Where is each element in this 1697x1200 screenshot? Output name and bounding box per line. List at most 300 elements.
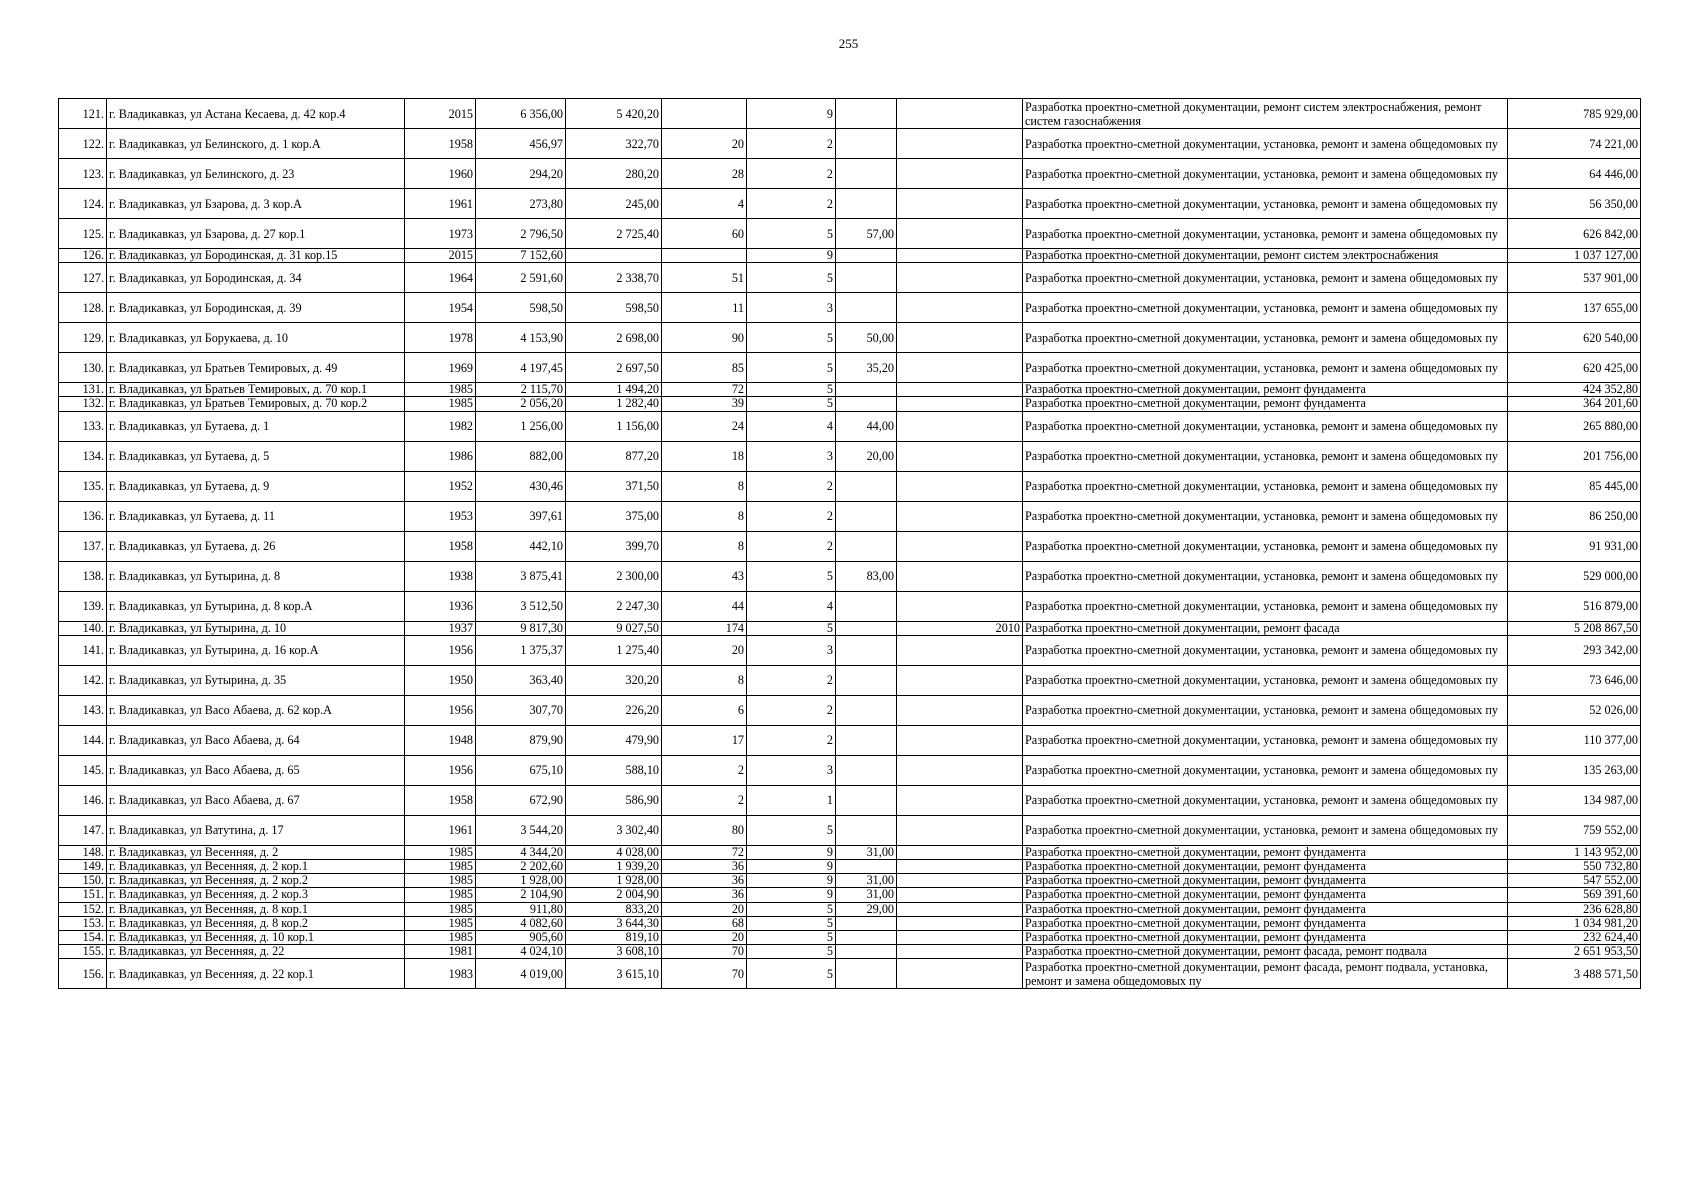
table-row: [59, 695, 1641, 725]
total-area-cell: 363,40: [476, 665, 566, 695]
residential-area-cell: 479,90: [566, 725, 662, 755]
row-number: 144.: [59, 725, 107, 755]
cost-cell: 236 628,80: [1508, 902, 1641, 916]
last-repair-year-cell: [897, 159, 1023, 189]
residential-area-cell: 4 028,00: [566, 845, 662, 859]
total-area-cell: 2 202,60: [476, 859, 566, 873]
extra-area-cell: [836, 471, 897, 501]
row-number: 154.: [59, 930, 107, 944]
works-description-cell: Разработка проектно-сметной документации, ремонт фундамента: [1023, 930, 1508, 944]
row-number: 150.: [59, 874, 107, 888]
residential-area-cell: 586,90: [566, 785, 662, 815]
cost-cell: 86 250,00: [1508, 501, 1641, 531]
residential-area-cell: 320,20: [566, 665, 662, 695]
floors-cell: 5: [747, 353, 836, 383]
row-number: 121.: [59, 99, 107, 129]
table-row: [59, 353, 1641, 383]
total-area-cell: 911,80: [476, 902, 566, 916]
extra-area-cell: 44,00: [836, 411, 897, 441]
total-area-cell: 1 256,00: [476, 411, 566, 441]
last-repair-year-cell: [897, 959, 1023, 989]
row-number: 149.: [59, 859, 107, 873]
last-repair-year-cell: [897, 249, 1023, 263]
residents-count-cell: 70: [662, 959, 747, 989]
works-description-cell: Разработка проектно-сметной документации, ремонт систем электроснабжения: [1023, 249, 1508, 263]
table-row: [59, 99, 1641, 129]
row-number: 141.: [59, 635, 107, 665]
floors-cell: 2: [747, 501, 836, 531]
last-repair-year-cell: [897, 501, 1023, 531]
extra-area-cell: 31,00: [836, 874, 897, 888]
extra-area-cell: [836, 293, 897, 323]
table-row: [59, 561, 1641, 591]
build-year-cell: 1978: [405, 323, 476, 353]
build-year-cell: 1937: [405, 621, 476, 635]
residents-count-cell: 28: [662, 159, 747, 189]
extra-area-cell: [836, 99, 897, 129]
build-year-cell: 1956: [405, 635, 476, 665]
residents-count-cell: 24: [662, 411, 747, 441]
build-year-cell: 1958: [405, 129, 476, 159]
last-repair-year-cell: [897, 189, 1023, 219]
residential-area-cell: 9 027,50: [566, 621, 662, 635]
residential-area-cell: 1 494,20: [566, 383, 662, 397]
row-number: 125.: [59, 219, 107, 249]
residential-area-cell: 2 247,30: [566, 591, 662, 621]
extra-area-cell: [836, 785, 897, 815]
total-area-cell: 2 056,20: [476, 397, 566, 411]
total-area-cell: 294,20: [476, 159, 566, 189]
total-area-cell: 4 024,10: [476, 945, 566, 959]
last-repair-year-cell: [897, 561, 1023, 591]
total-area-cell: 6 356,00: [476, 99, 566, 129]
table-row: [59, 888, 1641, 902]
works-description-cell: Разработка проектно-сметной документации, установка, ремонт и замена общедомовых пу: [1023, 815, 1508, 845]
floors-cell: 4: [747, 591, 836, 621]
floors-cell: 2: [747, 695, 836, 725]
total-area-cell: 442,10: [476, 531, 566, 561]
residential-area-cell: 588,10: [566, 755, 662, 785]
last-repair-year-cell: [897, 930, 1023, 944]
table-row: [59, 785, 1641, 815]
extra-area-cell: [836, 859, 897, 873]
residents-count-cell: 6: [662, 695, 747, 725]
build-year-cell: 1985: [405, 397, 476, 411]
row-number: 155.: [59, 945, 107, 959]
page-number: 255: [838, 36, 859, 51]
last-repair-year-cell: [897, 859, 1023, 873]
build-year-cell: 1969: [405, 353, 476, 383]
floors-cell: 1: [747, 785, 836, 815]
address-cell: г. Владикавказ, ул Бутырина, д. 10: [107, 621, 405, 635]
last-repair-year-cell: [897, 99, 1023, 129]
total-area-cell: 3 512,50: [476, 591, 566, 621]
table-row: [59, 383, 1641, 397]
table-row: [59, 815, 1641, 845]
extra-area-cell: [836, 755, 897, 785]
residents-count-cell: 68: [662, 916, 747, 930]
extra-area-cell: [836, 383, 897, 397]
table-row: [59, 159, 1641, 189]
table-row: [59, 916, 1641, 930]
address-cell: г. Владикавказ, ул Васо Абаева, д. 65: [107, 755, 405, 785]
build-year-cell: 1961: [405, 189, 476, 219]
residents-count-cell: 8: [662, 501, 747, 531]
last-repair-year-cell: 2010: [897, 621, 1023, 635]
cost-cell: 537 901,00: [1508, 263, 1641, 293]
row-number: 129.: [59, 323, 107, 353]
floors-cell: 2: [747, 189, 836, 219]
works-description-cell: Разработка проектно-сметной документации, установка, ремонт и замена общедомовых пу: [1023, 263, 1508, 293]
row-number: 146.: [59, 785, 107, 815]
floors-cell: 5: [747, 959, 836, 989]
address-cell: г. Владикавказ, ул Братьев Темировых, д. 70 кор.1: [107, 383, 405, 397]
works-description-cell: Разработка проектно-сметной документации, установка, ремонт и замена общедомовых пу: [1023, 785, 1508, 815]
address-cell: г. Владикавказ, ул Весенняя, д. 8 кор.2: [107, 916, 405, 930]
row-number: 127.: [59, 263, 107, 293]
address-cell: г. Владикавказ, ул Астана Кесаева, д. 42 кор.4: [107, 99, 405, 129]
residential-area-cell: 322,70: [566, 129, 662, 159]
floors-cell: 9: [747, 859, 836, 873]
floors-cell: 9: [747, 249, 836, 263]
build-year-cell: 1985: [405, 930, 476, 944]
cost-cell: 3 488 571,50: [1508, 959, 1641, 989]
cost-cell: 529 000,00: [1508, 561, 1641, 591]
residents-count-cell: 20: [662, 635, 747, 665]
table-row: [59, 411, 1641, 441]
build-year-cell: 1985: [405, 383, 476, 397]
last-repair-year-cell: [897, 353, 1023, 383]
cost-cell: 135 263,00: [1508, 755, 1641, 785]
last-repair-year-cell: [897, 323, 1023, 353]
floors-cell: 5: [747, 930, 836, 944]
row-number: 137.: [59, 531, 107, 561]
cost-cell: 620 540,00: [1508, 323, 1641, 353]
works-description-cell: Разработка проектно-сметной документации, ремонт фундамента: [1023, 916, 1508, 930]
address-cell: г. Владикавказ, ул Бутырина, д. 8 кор.А: [107, 591, 405, 621]
works-description-cell: Разработка проектно-сметной документации, установка, ремонт и замена общедомовых пу: [1023, 501, 1508, 531]
last-repair-year-cell: [897, 916, 1023, 930]
build-year-cell: 1985: [405, 902, 476, 916]
floors-cell: 5: [747, 916, 836, 930]
works-description-cell: Разработка проектно-сметной документации, установка, ремонт и замена общедомовых пу: [1023, 129, 1508, 159]
total-area-cell: 307,70: [476, 695, 566, 725]
residential-area-cell: 3 615,10: [566, 959, 662, 989]
build-year-cell: 1961: [405, 815, 476, 845]
residential-area-cell: 1 275,40: [566, 635, 662, 665]
works-description-cell: Разработка проектно-сметной документации, установка, ремонт и замена общедомовых пу: [1023, 411, 1508, 441]
floors-cell: 3: [747, 293, 836, 323]
table-row: [59, 621, 1641, 635]
residential-area-cell: 819,10: [566, 930, 662, 944]
extra-area-cell: [836, 916, 897, 930]
residential-area-cell: 280,20: [566, 159, 662, 189]
address-cell: г. Владикавказ, ул Ватутина, д. 17: [107, 815, 405, 845]
last-repair-year-cell: [897, 411, 1023, 441]
total-area-cell: 397,61: [476, 501, 566, 531]
address-cell: г. Владикавказ, ул Весенняя, д. 2 кор.3: [107, 888, 405, 902]
residential-area-cell: 399,70: [566, 531, 662, 561]
works-description-cell: Разработка проектно-сметной документации, ремонт фасада: [1023, 621, 1508, 635]
build-year-cell: 1948: [405, 725, 476, 755]
floors-cell: 2: [747, 129, 836, 159]
extra-area-cell: [836, 591, 897, 621]
cost-cell: 56 350,00: [1508, 189, 1641, 219]
row-number: 135.: [59, 471, 107, 501]
address-cell: г. Владикавказ, ул Васо Абаева, д. 62 кор.А: [107, 695, 405, 725]
residential-area-cell: 2 004,90: [566, 888, 662, 902]
residents-count-cell: 43: [662, 561, 747, 591]
build-year-cell: 1952: [405, 471, 476, 501]
works-description-cell: Разработка проектно-сметной документации, ремонт фундамента: [1023, 902, 1508, 916]
cost-cell: 759 552,00: [1508, 815, 1641, 845]
row-number: 139.: [59, 591, 107, 621]
extra-area-cell: 57,00: [836, 219, 897, 249]
row-number: 136.: [59, 501, 107, 531]
address-cell: г. Владикавказ, ул Весенняя, д. 10 кор.1: [107, 930, 405, 944]
extra-area-cell: [836, 945, 897, 959]
total-area-cell: 2 115,70: [476, 383, 566, 397]
table-row: [59, 930, 1641, 944]
build-year-cell: 1985: [405, 845, 476, 859]
row-number: 130.: [59, 353, 107, 383]
extra-area-cell: 83,00: [836, 561, 897, 591]
last-repair-year-cell: [897, 725, 1023, 755]
row-number: 140.: [59, 621, 107, 635]
floors-cell: 9: [747, 99, 836, 129]
floors-cell: 5: [747, 323, 836, 353]
row-number: 138.: [59, 561, 107, 591]
works-description-cell: Разработка проектно-сметной документации, установка, ремонт и замена общедомовых пу: [1023, 293, 1508, 323]
cost-cell: 2 651 953,50: [1508, 945, 1641, 959]
works-description-cell: Разработка проектно-сметной документации, установка, ремонт и замена общедомовых пу: [1023, 755, 1508, 785]
address-cell: г. Владикавказ, ул Бутаева, д. 9: [107, 471, 405, 501]
address-cell: г. Владикавказ, ул Бородинская, д. 39: [107, 293, 405, 323]
extra-area-cell: 50,00: [836, 323, 897, 353]
total-area-cell: 905,60: [476, 930, 566, 944]
last-repair-year-cell: [897, 755, 1023, 785]
works-description-cell: Разработка проектно-сметной документации, установка, ремонт и замена общедомовых пу: [1023, 695, 1508, 725]
last-repair-year-cell: [897, 219, 1023, 249]
cost-cell: 5 208 867,50: [1508, 621, 1641, 635]
extra-area-cell: [836, 263, 897, 293]
last-repair-year-cell: [897, 695, 1023, 725]
cost-cell: 73 646,00: [1508, 665, 1641, 695]
row-number: 122.: [59, 129, 107, 159]
residents-count-cell: 36: [662, 859, 747, 873]
address-cell: г. Владикавказ, ул Бутаева, д. 26: [107, 531, 405, 561]
build-year-cell: 1938: [405, 561, 476, 591]
floors-cell: 2: [747, 471, 836, 501]
residential-area-cell: 371,50: [566, 471, 662, 501]
total-area-cell: 1 375,37: [476, 635, 566, 665]
address-cell: г. Владикавказ, ул Весенняя, д. 22: [107, 945, 405, 959]
residential-area-cell: [566, 249, 662, 263]
total-area-cell: 273,80: [476, 189, 566, 219]
residential-area-cell: 2 698,00: [566, 323, 662, 353]
address-cell: г. Владикавказ, ул Весенняя, д. 2 кор.2: [107, 874, 405, 888]
extra-area-cell: [836, 249, 897, 263]
floors-cell: 5: [747, 561, 836, 591]
cost-cell: 265 880,00: [1508, 411, 1641, 441]
extra-area-cell: 31,00: [836, 888, 897, 902]
works-description-cell: Разработка проектно-сметной документации, установка, ремонт и замена общедомовых пу: [1023, 159, 1508, 189]
residential-area-cell: 833,20: [566, 902, 662, 916]
works-description-cell: Разработка проектно-сметной документации, ремонт фундамента: [1023, 397, 1508, 411]
build-year-cell: 2015: [405, 99, 476, 129]
extra-area-cell: 31,00: [836, 845, 897, 859]
address-cell: г. Владикавказ, ул Белинского, д. 1 кор.А: [107, 129, 405, 159]
total-area-cell: 879,90: [476, 725, 566, 755]
floors-cell: 9: [747, 888, 836, 902]
address-cell: г. Владикавказ, ул Бзарова, д. 27 кор.1: [107, 219, 405, 249]
residential-area-cell: 3 302,40: [566, 815, 662, 845]
address-cell: г. Владикавказ, ул Бутырина, д. 35: [107, 665, 405, 695]
build-year-cell: 1964: [405, 263, 476, 293]
last-repair-year-cell: [897, 293, 1023, 323]
works-description-cell: Разработка проектно-сметной документации, ремонт систем электроснабжения, ремонт систем газоснабжения: [1023, 99, 1508, 129]
total-area-cell: 1 928,00: [476, 874, 566, 888]
row-number: 143.: [59, 695, 107, 725]
total-area-cell: 598,50: [476, 293, 566, 323]
residents-count-cell: 174: [662, 621, 747, 635]
build-year-cell: 1936: [405, 591, 476, 621]
residents-count-cell: 85: [662, 353, 747, 383]
last-repair-year-cell: [897, 888, 1023, 902]
table-row: [59, 249, 1641, 263]
residents-count-cell: 2: [662, 755, 747, 785]
total-area-cell: 3 875,41: [476, 561, 566, 591]
residents-count-cell: 51: [662, 263, 747, 293]
residential-area-cell: 1 928,00: [566, 874, 662, 888]
cost-cell: 620 425,00: [1508, 353, 1641, 383]
total-area-cell: 672,90: [476, 785, 566, 815]
address-cell: г. Владикавказ, ул Бутаева, д. 1: [107, 411, 405, 441]
residents-count-cell: [662, 99, 747, 129]
table-row: [59, 591, 1641, 621]
residents-count-cell: 90: [662, 323, 747, 353]
total-area-cell: 9 817,30: [476, 621, 566, 635]
cost-cell: 569 391,60: [1508, 888, 1641, 902]
residential-area-cell: 245,00: [566, 189, 662, 219]
table-row: [59, 323, 1641, 353]
works-description-cell: Разработка проектно-сметной документации, установка, ремонт и замена общедомовых пу: [1023, 665, 1508, 695]
total-area-cell: 882,00: [476, 441, 566, 471]
address-cell: г. Владикавказ, ул Бутаева, д. 11: [107, 501, 405, 531]
floors-cell: 9: [747, 874, 836, 888]
floors-cell: 3: [747, 635, 836, 665]
extra-area-cell: [836, 930, 897, 944]
residents-count-cell: 4: [662, 189, 747, 219]
extra-area-cell: [836, 129, 897, 159]
table-row: [59, 441, 1641, 471]
build-year-cell: 1958: [405, 785, 476, 815]
total-area-cell: 2 591,60: [476, 263, 566, 293]
floors-cell: 5: [747, 902, 836, 916]
total-area-cell: 4 082,60: [476, 916, 566, 930]
floors-cell: 5: [747, 397, 836, 411]
address-cell: г. Владикавказ, ул Васо Абаева, д. 64: [107, 725, 405, 755]
last-repair-year-cell: [897, 129, 1023, 159]
cost-cell: 550 732,80: [1508, 859, 1641, 873]
floors-cell: 2: [747, 159, 836, 189]
residents-count-cell: 60: [662, 219, 747, 249]
row-number: 152.: [59, 902, 107, 916]
address-cell: г. Владикавказ, ул Бородинская, д. 31 кор.15: [107, 249, 405, 263]
last-repair-year-cell: [897, 531, 1023, 561]
build-year-cell: 1954: [405, 293, 476, 323]
last-repair-year-cell: [897, 785, 1023, 815]
row-number: 148.: [59, 845, 107, 859]
last-repair-year-cell: [897, 397, 1023, 411]
address-cell: г. Владикавказ, ул Борукаева, д. 10: [107, 323, 405, 353]
repair-register-table: [58, 98, 1641, 989]
residential-area-cell: 2 725,40: [566, 219, 662, 249]
cost-cell: 293 342,00: [1508, 635, 1641, 665]
works-description-cell: Разработка проектно-сметной документации, ремонт фундамента: [1023, 859, 1508, 873]
floors-cell: 5: [747, 219, 836, 249]
last-repair-year-cell: [897, 874, 1023, 888]
cost-cell: 424 352,80: [1508, 383, 1641, 397]
address-cell: г. Владикавказ, ул Весенняя, д. 22 кор.1: [107, 959, 405, 989]
last-repair-year-cell: [897, 945, 1023, 959]
total-area-cell: 4 344,20: [476, 845, 566, 859]
extra-area-cell: [836, 665, 897, 695]
works-description-cell: Разработка проектно-сметной документации, установка, ремонт и замена общедомовых пу: [1023, 353, 1508, 383]
cost-cell: 1 034 981,20: [1508, 916, 1641, 930]
residential-area-cell: 226,20: [566, 695, 662, 725]
table-row: [59, 471, 1641, 501]
works-description-cell: Разработка проектно-сметной документации, установка, ремонт и замена общедомовых пу: [1023, 323, 1508, 353]
cost-cell: 91 931,00: [1508, 531, 1641, 561]
extra-area-cell: [836, 695, 897, 725]
residential-area-cell: 877,20: [566, 441, 662, 471]
last-repair-year-cell: [897, 635, 1023, 665]
extra-area-cell: [836, 725, 897, 755]
residents-count-cell: 11: [662, 293, 747, 323]
extra-area-cell: [836, 815, 897, 845]
last-repair-year-cell: [897, 383, 1023, 397]
floors-cell: 3: [747, 755, 836, 785]
residents-count-cell: 8: [662, 531, 747, 561]
extra-area-cell: [836, 397, 897, 411]
residents-count-cell: 70: [662, 945, 747, 959]
cost-cell: 516 879,00: [1508, 591, 1641, 621]
floors-cell: 5: [747, 815, 836, 845]
address-cell: г. Владикавказ, ул Бутырина, д. 8: [107, 561, 405, 591]
table-row: [59, 501, 1641, 531]
cost-cell: 626 842,00: [1508, 219, 1641, 249]
floors-cell: 2: [747, 531, 836, 561]
total-area-cell: 430,46: [476, 471, 566, 501]
address-cell: г. Владикавказ, ул Белинского, д. 23: [107, 159, 405, 189]
address-cell: г. Владикавказ, ул Бутырина, д. 16 кор.А: [107, 635, 405, 665]
floors-cell: 3: [747, 441, 836, 471]
extra-area-cell: 35,20: [836, 353, 897, 383]
table-row: [59, 293, 1641, 323]
table-row: [59, 902, 1641, 916]
build-year-cell: 1956: [405, 755, 476, 785]
residents-count-cell: 20: [662, 930, 747, 944]
floors-cell: 9: [747, 845, 836, 859]
residents-count-cell: 20: [662, 902, 747, 916]
cost-cell: 134 987,00: [1508, 785, 1641, 815]
cost-cell: 64 446,00: [1508, 159, 1641, 189]
residents-count-cell: 2: [662, 785, 747, 815]
works-description-cell: Разработка проектно-сметной документации, ремонт фундамента: [1023, 888, 1508, 902]
extra-area-cell: [836, 501, 897, 531]
cost-cell: 364 201,60: [1508, 397, 1641, 411]
